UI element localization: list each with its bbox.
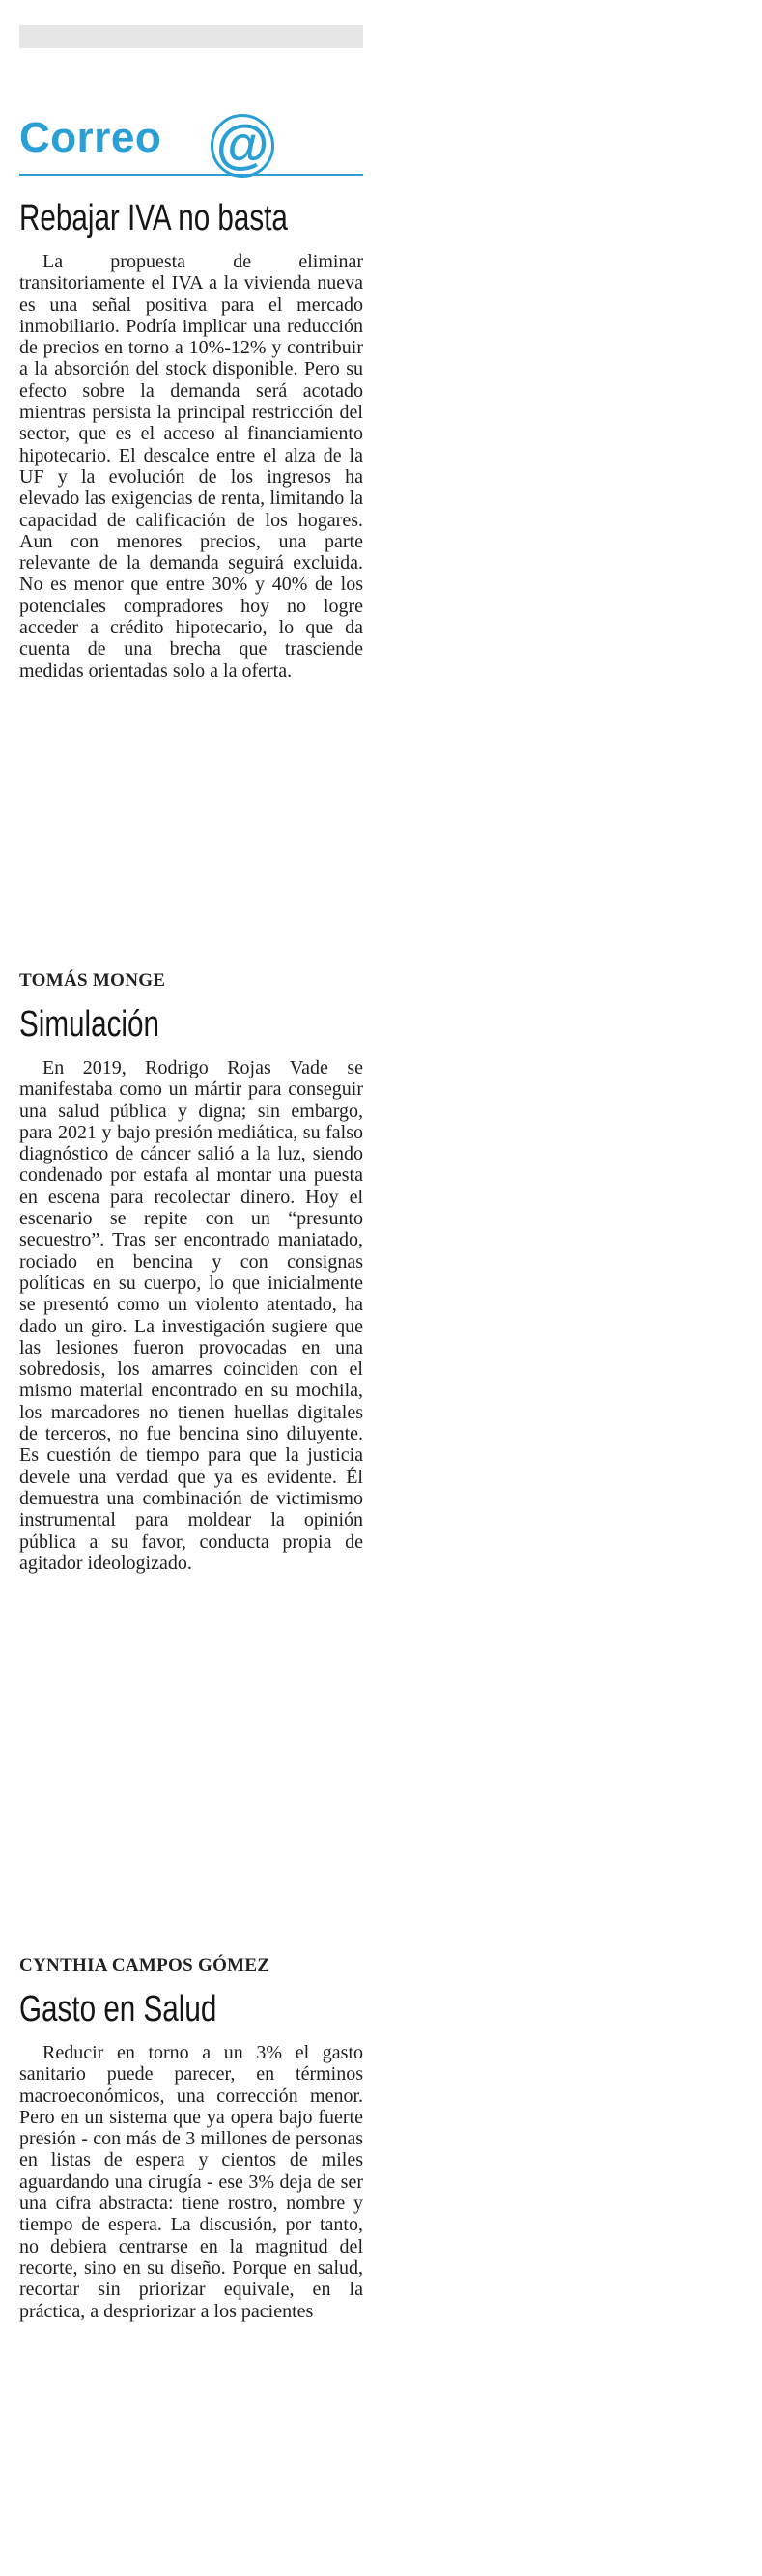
letter-body: Reducir en torno a un 3% el gasto sanitario puede parecer, en términos macroeconómicos, una corrección menor. Pero en un sistema que ya opera bajo fuerte presión - con más de 3 millones de personas en listas de espera y cientos de miles aguardando una cirugía - ese 3% deja de ser una cifra abstracta: tiene rostro, nombre y tiempo de espera. La discusión, por tanto, no debiera centrarse en la magnitud del recorte, sino en su diseño. Porque en salud, recortar sin priorizar equivale, en la práctica, a despriorizar a los pacientes	[19, 2042, 363, 2322]
header-rule	[19, 174, 363, 176]
bottom-fade	[0, 2472, 762, 2576]
letter-author: CYNTHIA CAMPOS GÓMEZ	[19, 1955, 270, 1975]
letter-body: La propuesta de eliminar transitoriamente el IVA a la vivienda nueva es una señal positiva para el mercado inmobiliario. Podría implicar una reducción de precios en torno a 10%-12% y contribuir a la absorción del stock disponible. Pero su efecto sobre la demanda será acotado mientras persista la principal restricción del sector, que es el acceso al financiamiento hipotecario. El descalce entre el alza de la UF y la evolución de los ingresos ha elevado las exigencias de renta, limitando la capacidad de calificación de los hogares. Aun con menores precios, una parte relevante de la demanda seguirá excluida. No es menor que entre 30% y 40% de los potenciales compradores hoy no logre acceder a crédito hipotecario, lo que da cuenta de una brecha que trasciende medidas orientadas solo a la oferta.	[19, 251, 363, 682]
letter-author: TOMÁS MONGE	[19, 970, 166, 991]
section-label: Correo	[19, 114, 162, 161]
at-icon: @	[211, 114, 274, 178]
letter-title: Gasto en Salud	[19, 1989, 217, 2030]
section-header	[19, 108, 363, 185]
letter-body: En 2019, Rodrigo Rojas Vade se manifestaba como un mártir para conseguir una salud pública y digna; sin embargo, para 2021 y bajo presión mediática, su falso diagnóstico de cáncer salió a la luz, siendo condenado por estafa al montar una puesta en escena para recolectar dinero. Hoy el escenario se repite con un “presunto secuestro”. Tras ser encontrado maniatado, rociado en bencina y con consignas políticas en su cuerpo, lo que inicialmente se presentó como un violento atentado, ha dado un giro. La investigación sugiere que las lesiones fueron provocadas en una sobredosis, los amarres coinciden con el mismo material encontrado en su mochila, los marcadores no tienen huellas digitales de terceros, no fue bencina sino diluyente. Es cuestión de tiempo para que la justicia devele una verdad que ya es evidente. Él demuestra una combinación de victimismo instrumental para moldear la opinión pública a su favor, conducta propia de agitador ideologizado.	[19, 1057, 363, 1574]
letter-title: Simulación	[19, 1004, 159, 1045]
letter-title: Rebajar IVA no basta	[19, 198, 288, 238]
top-bar	[19, 25, 363, 48]
